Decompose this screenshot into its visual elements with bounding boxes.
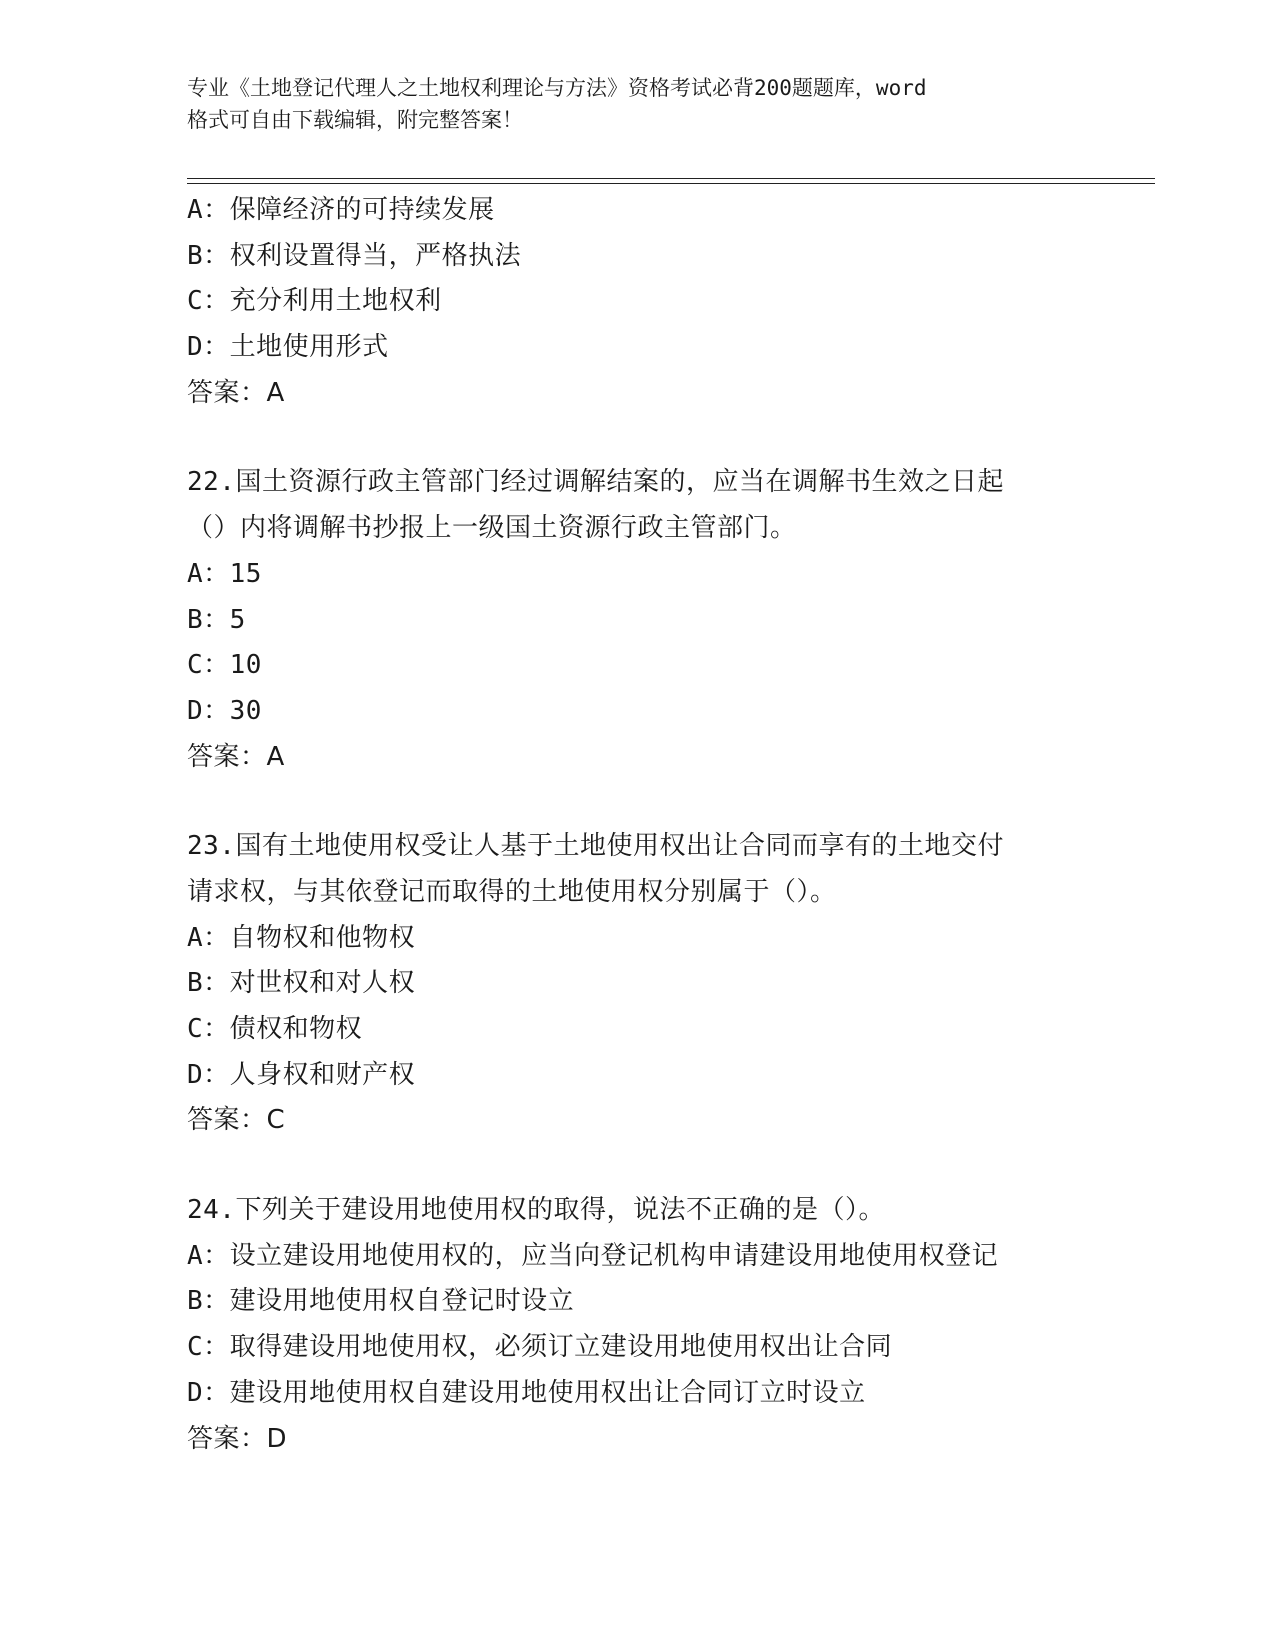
question-text: 请求权，与其依登记而取得的土地使用权分别属于（）。 [187, 876, 837, 907]
answer: 答案：A [187, 377, 285, 408]
header-line-1: 专业《土地登记代理人之土地权利理论与方法》资格考试必背200题题库，word [187, 76, 927, 100]
document-header [187, 72, 1067, 136]
answer: 答案：C [187, 1105, 286, 1136]
option-c: C：债权和物权 [187, 1014, 363, 1044]
option-a: A：自物权和他物权 [187, 922, 416, 953]
question-block [187, 460, 1087, 780]
option-c: C：取得建设用地使用权，必须订立建设用地使用权出让合同 [187, 1332, 893, 1363]
option-d: D：土地使用形式 [187, 332, 389, 363]
header-line-2: 格式可自由下载编辑，附完整答案！ [187, 108, 523, 132]
option-a: A：设立建设用地使用权的，应当向登记机构申请建设用地使用权登记 [187, 1240, 999, 1271]
option-c: C：充分利用土地权利 [187, 286, 442, 317]
question-block [187, 188, 1087, 416]
option-a: A：保障经济的可持续发展 [187, 195, 495, 225]
option-d: D：建设用地使用权自建设用地使用权出让合同订立时设立 [187, 1377, 866, 1408]
answer: 答案：A [187, 741, 285, 772]
header-divider-bottom [187, 183, 1155, 184]
option-a: A：15 [187, 558, 262, 589]
question-block [187, 824, 1087, 1144]
option-c: C：10 [187, 650, 262, 681]
option-b: B：建设用地使用权自登记时设立 [187, 1286, 575, 1317]
question-text: 23.国有土地使用权受让人基于土地使用权出让合同而享有的土地交付 [187, 831, 1004, 862]
question-text: 24.下列关于建设用地使用权的取得，说法不正确的是（）。 [187, 1195, 885, 1226]
header-divider-top [187, 178, 1155, 179]
option-b: B：对世权和对人权 [187, 968, 416, 999]
option-d: D：30 [187, 695, 262, 726]
option-b: B：5 [187, 604, 246, 635]
question-list [187, 188, 1087, 1462]
question-text: （）内将调解书抄报上一级国土资源行政主管部门。 [187, 513, 797, 544]
option-d: D：人身权和财产权 [187, 1059, 416, 1090]
answer: 答案：D [187, 1423, 288, 1454]
question-text: 22.国土资源行政主管部门经过调解结案的，应当在调解书生效之日起 [187, 467, 1004, 498]
question-block [187, 1188, 1087, 1462]
option-b: B：权利设置得当，严格执法 [187, 240, 522, 271]
